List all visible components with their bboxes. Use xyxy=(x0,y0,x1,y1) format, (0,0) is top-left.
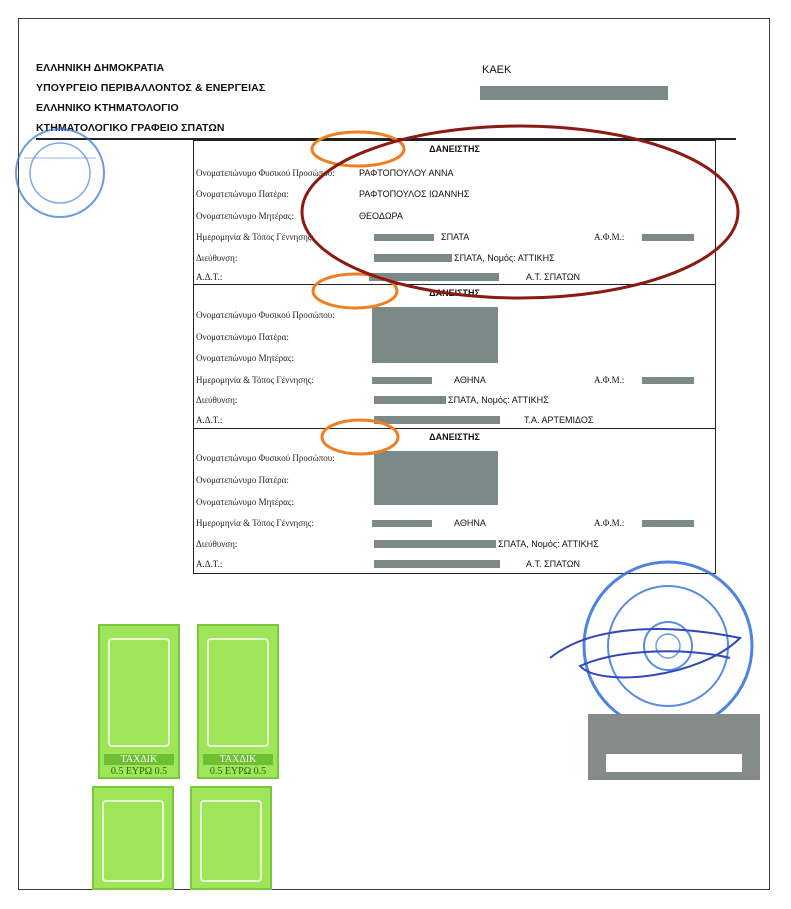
label-afm: Α.Φ.Μ.: xyxy=(594,375,625,385)
label-address: Διεύθυνση: xyxy=(196,539,238,549)
section-title: ΔΑΝΕΙΣΤΗΣ xyxy=(429,288,480,298)
value-mother: ΘΕΟΔΩΡΑ xyxy=(359,211,403,221)
label-address: Διεύθυνση: xyxy=(196,253,238,263)
value-adt-authority: Α.Τ. ΣΠΑΤΩΝ xyxy=(526,559,580,569)
value-birth-place: ΑΘΗΝΑ xyxy=(454,375,486,385)
label-birth: Ημερομηνία & Τόπος Γέννησης: xyxy=(196,232,314,242)
value-father: ΡΑΦΤΟΠΟΥΛΟΣ ΙΩΑΝΝΗΣ xyxy=(359,189,470,199)
value-name: ΡΑΦΤΟΠΟΥΛΟΥ ΑΝΝΑ xyxy=(359,168,454,178)
label-adt: Α.Δ.Τ.: xyxy=(196,415,223,425)
highlight-ellipse-main xyxy=(302,126,738,298)
label-father: Ονοματεπώνυμο Πατέρα: xyxy=(196,332,289,342)
kaek-label: ΚΑΕΚ xyxy=(482,64,512,76)
seal-stamp-right xyxy=(540,548,770,738)
label-address: Διεύθυνση: xyxy=(196,395,238,405)
revenue-stamp: ΤΑΧΔΙΚ 0.5 ΕΥΡΩ 0.5 xyxy=(197,624,279,779)
value-address: ΣΠΑΤΑ, Νομός: ΑΤΤΙΚΗΣ xyxy=(448,395,549,405)
value-adt-authority: Α.Τ. ΣΠΑΤΩΝ xyxy=(526,272,580,282)
header-ministry: ΥΠΟΥΡΓΕΙΟ ΠΕΡΙΒΑΛΛΟΝΤΟΣ & ΕΝΕΡΓΕΙΑΣ xyxy=(36,82,266,94)
highlight-ellipse-3 xyxy=(322,420,398,454)
value-address: ΣΠΑΤΑ, Νομός: ΑΤΤΙΚΗΣ xyxy=(498,539,599,549)
value-birth-place: ΣΠΑΤΑ xyxy=(441,232,470,242)
seal-stamp-left xyxy=(10,118,110,228)
header-republic: ΕΛΛΗΝΙΚΗ ΔΗΜΟΚΡΑΤΙΑ xyxy=(36,62,165,74)
value-address: ΣΠΑΤΑ, Νομός: ΑΤΤΙΚΗΣ xyxy=(454,253,555,263)
label-birth: Ημερομηνία & Τόπος Γέννησης: xyxy=(196,518,314,528)
label-name: Ονοματεπώνυμο Φυσικού Προσώπου: xyxy=(196,310,335,320)
label-birth: Ημερομηνία & Τόπος Γέννησης: xyxy=(196,375,314,385)
label-afm: Α.Φ.Μ.: xyxy=(594,232,625,242)
label-father: Ονοματεπώνυμο Πατέρα: xyxy=(196,475,289,485)
revenue-stamp xyxy=(190,786,272,890)
value-adt-authority: Τ.Α. ΑΡΤΕΜΙΔΟΣ xyxy=(524,415,594,425)
highlight-ellipse-1 xyxy=(312,132,404,166)
section-title: ΔΑΝΕΙΣΤΗΣ xyxy=(429,144,480,154)
signature-redaction-gap xyxy=(606,754,742,772)
label-name: Ονοματεπώνυμο Φυσικού Προσώπου: xyxy=(196,168,335,178)
label-adt: Α.Δ.Τ.: xyxy=(196,272,223,282)
value-birth-place: ΑΘΗΝΑ xyxy=(454,518,486,528)
header-cadastre: ΕΛΛΗΝΙΚΟ ΚΤΗΜΑΤΟΛΟΓΙΟ xyxy=(36,102,179,114)
label-mother: Ονοματεπώνυμο Μητέρας: xyxy=(196,497,294,507)
label-father: Ονοματεπώνυμο Πατέρα: xyxy=(196,189,289,199)
label-name: Ονοματεπώνυμο Φυσικού Προσώπου: xyxy=(196,453,335,463)
label-adt: Α.Δ.Τ.: xyxy=(196,559,223,569)
label-afm: Α.Φ.Μ.: xyxy=(594,518,625,528)
revenue-stamp xyxy=(92,786,174,890)
label-mother: Ονοματεπώνυμο Μητέρας: xyxy=(196,211,294,221)
section-title: ΔΑΝΕΙΣΤΗΣ xyxy=(429,432,480,442)
revenue-stamp: ΤΑΧΔΙΚ 0.5 ΕΥΡΩ 0.5 xyxy=(98,624,180,779)
header-office: ΚΤΗΜΑΤΟΛΟΓΙΚΟ ΓΡΑΦΕΙΟ ΣΠΑΤΩΝ xyxy=(36,122,225,134)
label-mother: Ονοματεπώνυμο Μητέρας: xyxy=(196,353,294,363)
